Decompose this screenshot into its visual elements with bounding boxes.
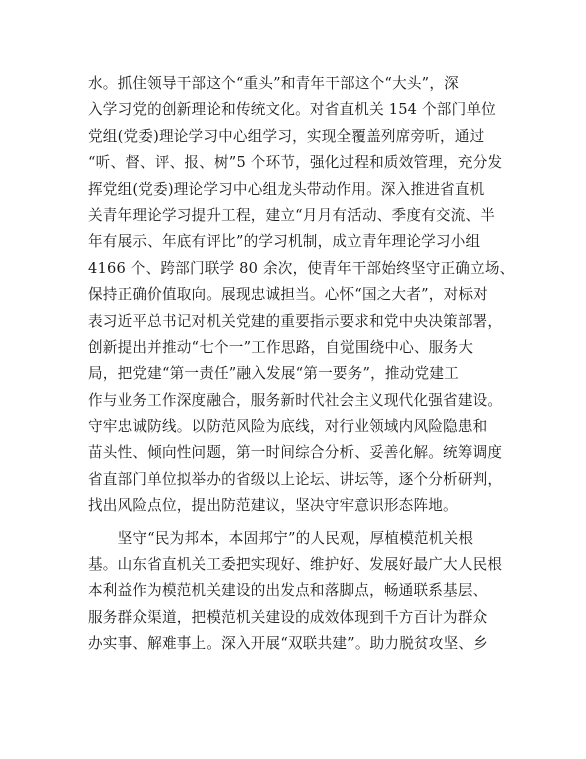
text-line: 找出风险点位，提出防范建议，坚决守牢意识形态阵地。 xyxy=(88,497,458,515)
text-line: 挥党组(党委)理论学习中心组龙头带动作用。深入推进省直机 xyxy=(88,180,485,198)
text-line: 局，把党建“第一责任”融入发展“第一要务”，推动党建工 xyxy=(88,365,459,383)
text-line: 作与业务工作深度融合，服务新时代社会主义现代化强省建设。 xyxy=(88,391,503,409)
text-line: “听、督、评、报、树”5 个环节，强化过程和质效管理，充分发 xyxy=(88,154,503,172)
text-line: 关青年理论学习提升工程，建立“月月有活动、季度有交流、半 xyxy=(88,206,496,224)
text-line: 年有展示、年底有评比”的学习机制，成立青年理论学习小组 xyxy=(88,233,481,251)
text-line: 守牢忠诚防线。以防范风险为底线，对行业领域内风险隐患和 xyxy=(88,418,488,436)
text-line: 表习近平总书记对机关党建的重要指示要求和党中央决策部署， xyxy=(88,312,503,330)
text-line: 入学习党的创新理论和传统文化。对省直机关 154 个部门单位 xyxy=(88,101,496,119)
text-line: 创新提出并推动“七个一”工作思路，自觉围绕中心、服务大 xyxy=(88,338,474,356)
text-line: 苗头性、倾向性问题，第一时间综合分析、妥善化解。统筹调度 xyxy=(88,444,503,462)
text-line: 本利益作为模范机关建设的出发点和落脚点，畅通联系基层、 xyxy=(88,582,488,600)
text-line: 基。山东省直机关工委把实现好、维护好、发展好最广大人民根 xyxy=(88,556,503,574)
text-line: 服务群众渠道，把模范机关建设的成效体现到千方百计为群众 xyxy=(88,608,488,626)
body-text xyxy=(88,71,515,658)
paragraph-1 xyxy=(88,71,515,520)
text-line: 4166 个、跨部门联学 80 余次，使青年干部始终坚守正确立场、 xyxy=(88,259,515,277)
text-line: 省直部门单位拟举办的省级以上论坛、讲坛等，逐个分析研判， xyxy=(88,470,503,488)
text-line: 坚守“民为邦本，本固邦宁”的人民观，厚植模范机关根 xyxy=(88,529,474,547)
text-line: 保持正确价值取向。展现忠诚担当。心怀“国之大者”，对标对 xyxy=(88,286,488,304)
text-line: 党组(党委)理论学习中心组学习，实现全覆盖列席旁听，通过 xyxy=(88,127,485,145)
paragraph-2 xyxy=(88,526,503,658)
text-line: 水。抓住领导干部这个“重头”和青年干部这个“大头”，深 xyxy=(88,75,459,92)
text-line: 办实事、解难事上。深入开展“双联共建”。助力脱贫攻坚、乡 xyxy=(88,635,488,653)
